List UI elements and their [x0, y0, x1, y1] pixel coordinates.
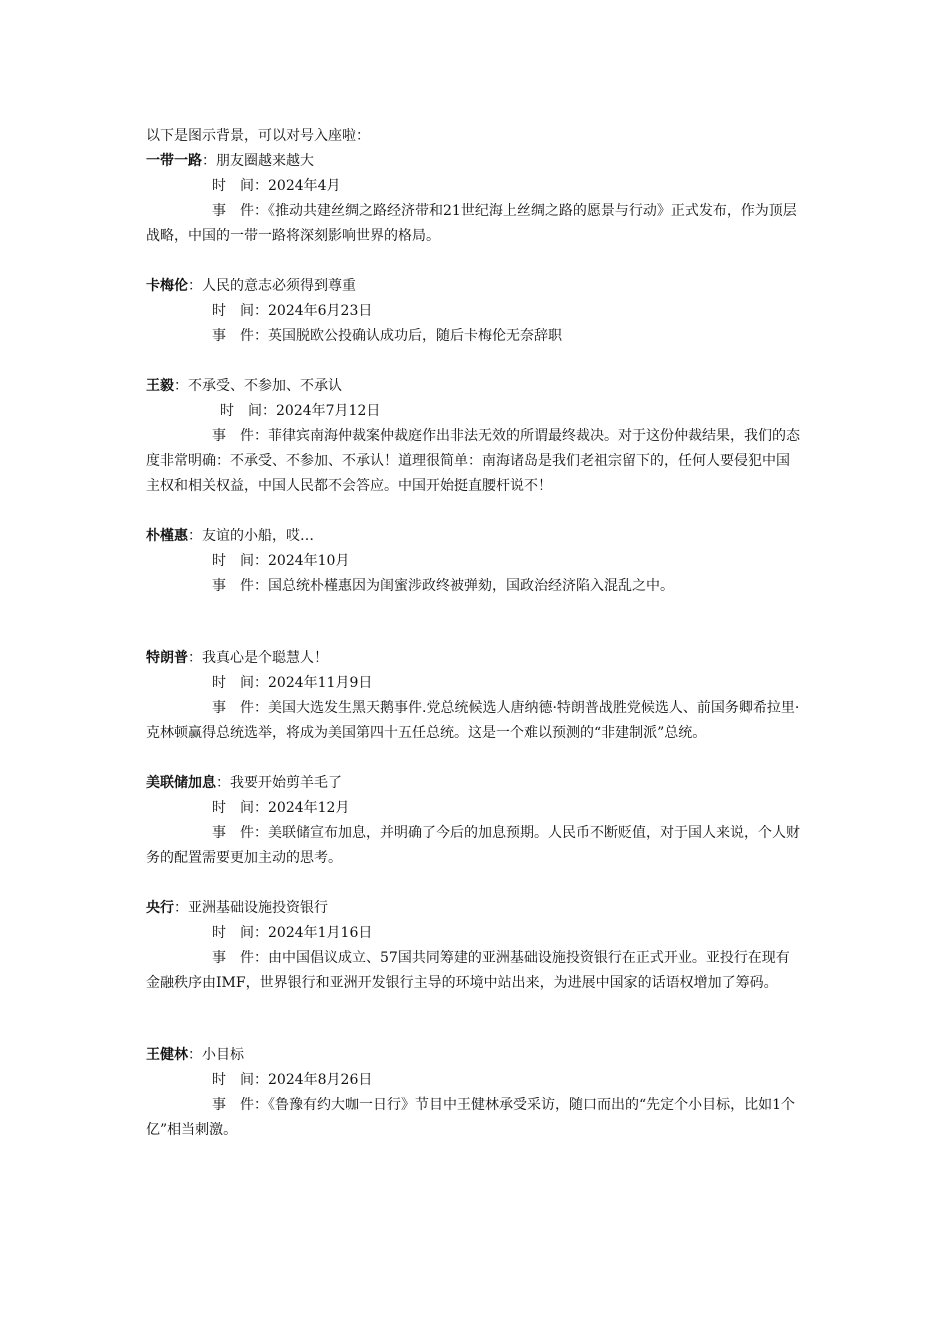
time-value: 2024年1月16日	[268, 925, 373, 941]
colon: ：	[188, 528, 202, 544]
entry-time	[146, 299, 800, 324]
event-text: 由中国倡议成立、57国共同筹建的亚洲基础设施投资银行在正式开业。亚投行在现有金融秩序由IMF，世界银行和亚洲开发银行主导的环境中站出来，为进展中国家的话语权增加了筹码。	[146, 950, 790, 991]
spacer	[146, 599, 800, 646]
entry-trump	[146, 646, 800, 746]
time-value: 2024年7月12日	[276, 403, 381, 419]
entry-event	[146, 946, 800, 996]
event-label: 事 件：	[212, 1097, 268, 1113]
entry-belt-and-road	[146, 149, 800, 249]
entry-heading	[146, 274, 800, 299]
event-label: 事 件：	[212, 825, 268, 841]
time-label: 时 间：	[212, 303, 268, 319]
entry-name: 王健林	[146, 1047, 188, 1063]
colon: ：	[188, 650, 202, 666]
spacer	[146, 746, 800, 771]
time-value: 2024年10月	[268, 553, 350, 569]
entry-tagline: 我真心是个聪慧人！	[202, 650, 328, 666]
event-text: 美国大选发生黑天鹅事件.党总统候选人唐纳德·特朗普战胜党候选人、前国务卿希拉里·克林顿赢得总统选举，将成为美国第四十五任总统。这是一个难以预测的“非建制派”总统。	[146, 700, 800, 741]
entry-name: 王毅	[146, 378, 174, 394]
time-label: 时 间：	[212, 178, 268, 194]
entry-heading	[146, 149, 800, 174]
event-text: 国总统朴槿惠因为闺蜜涉政终被弹劾，国政治经济陷入混乱之中。	[268, 578, 674, 594]
entry-tagline: 人民的意志必须得到尊重	[202, 278, 356, 294]
entry-fed-rate-hike	[146, 771, 800, 871]
spacer	[146, 349, 800, 374]
entry-event	[146, 821, 800, 871]
entry-park-geun-hye	[146, 524, 800, 599]
time-value: 2024年11月9日	[268, 675, 373, 691]
intro-line: 以下是图示背景，可以对号入座啦：	[146, 128, 370, 144]
entry-event	[146, 574, 800, 599]
entry-wang-jianlin	[146, 1043, 800, 1143]
entry-name: 一带一路	[146, 153, 202, 169]
event-text: 《鲁豫有约大咖一日行》节目中王健林承受采访，随口而出的“先定个小目标，比如1个亿”相当刺激。	[146, 1097, 796, 1138]
colon: ：	[216, 775, 230, 791]
entry-central-bank	[146, 896, 800, 996]
time-label: 时 间：	[212, 925, 268, 941]
event-label: 事 件：	[212, 950, 268, 966]
entry-heading	[146, 771, 800, 796]
entry-time	[146, 174, 800, 199]
entry-time	[146, 796, 800, 821]
entry-tagline: 不承受、不参加、不承认	[188, 378, 342, 394]
entry-time	[146, 921, 800, 946]
entry-wang-yi	[146, 374, 800, 499]
colon: ：	[202, 153, 216, 169]
spacer	[146, 996, 800, 1043]
entry-event	[146, 696, 800, 746]
entry-time	[146, 1068, 800, 1093]
event-text: 英国脱欧公投确认成功后，随后卡梅伦无奈辞职	[268, 328, 562, 344]
time-value: 2024年4月	[268, 178, 341, 194]
entry-tagline: 友谊的小船，哎…	[202, 528, 314, 544]
time-value: 2024年8月26日	[268, 1072, 373, 1088]
colon: ：	[174, 378, 188, 394]
time-label: 时 间：	[212, 800, 268, 816]
entry-time	[146, 671, 800, 696]
entry-tagline: 我要开始剪羊毛了	[230, 775, 342, 791]
spacer	[146, 499, 800, 524]
time-label: 时 间：	[212, 675, 268, 691]
entry-event	[146, 199, 800, 249]
event-label: 事 件：	[212, 428, 268, 444]
colon: ：	[188, 278, 202, 294]
entry-tagline: 朋友圈越来越大	[216, 153, 314, 169]
event-text: 美联储宣布加息，并明确了今后的加息预期。人民币不断贬值，对于国人来说，个人财务的配置需要更加主动的思考。	[146, 825, 800, 866]
colon: ：	[174, 900, 188, 916]
entry-heading	[146, 646, 800, 671]
colon: ：	[188, 1047, 202, 1063]
time-value: 2024年12月	[268, 800, 350, 816]
entry-time	[146, 549, 800, 574]
event-text: 菲律宾南海仲裁案仲裁庭作出非法无效的所谓最终裁决。对于这份仲裁结果，我们的态度非常明确：不承受、不参加、不承认！道理很简单：南海诸岛是我们老祖宗留下的，任何人要侵犯中国主权和相关权益，中国人民都不会答应。中国开始挺直腰杆说不！	[146, 428, 800, 494]
entry-name: 朴槿惠	[146, 528, 188, 544]
entry-name: 美联储加息	[146, 775, 216, 791]
event-label: 事 件：	[212, 203, 268, 219]
document-body	[146, 124, 800, 1143]
entry-heading	[146, 524, 800, 549]
entry-tagline: 小目标	[202, 1047, 244, 1063]
entry-time	[146, 399, 800, 424]
event-label: 事 件：	[212, 700, 268, 716]
entry-event	[146, 324, 800, 349]
spacer	[146, 249, 800, 274]
event-label: 事 件：	[212, 328, 268, 344]
time-label: 时 间：	[212, 553, 268, 569]
time-value: 2024年6月23日	[268, 303, 373, 319]
entry-heading	[146, 374, 800, 399]
entry-cameron	[146, 274, 800, 349]
entry-event	[146, 424, 800, 499]
event-label: 事 件：	[212, 578, 268, 594]
event-text: 《推动共建丝绸之路经济带和21世纪海上丝绸之路的愿景与行动》正式发布，作为顶层战略，中国的一带一路将深刻影响世界的格局。	[146, 203, 797, 244]
spacer	[146, 871, 800, 896]
entry-name: 特朗普	[146, 650, 188, 666]
entry-name: 央行	[146, 900, 174, 916]
entry-name: 卡梅伦	[146, 278, 188, 294]
entry-heading	[146, 896, 800, 921]
entry-heading	[146, 1043, 800, 1068]
entry-tagline: 亚洲基础设施投资银行	[188, 900, 328, 916]
time-label: 时 间：	[212, 1072, 268, 1088]
entry-event	[146, 1093, 800, 1143]
time-label: 时 间：	[220, 403, 276, 419]
